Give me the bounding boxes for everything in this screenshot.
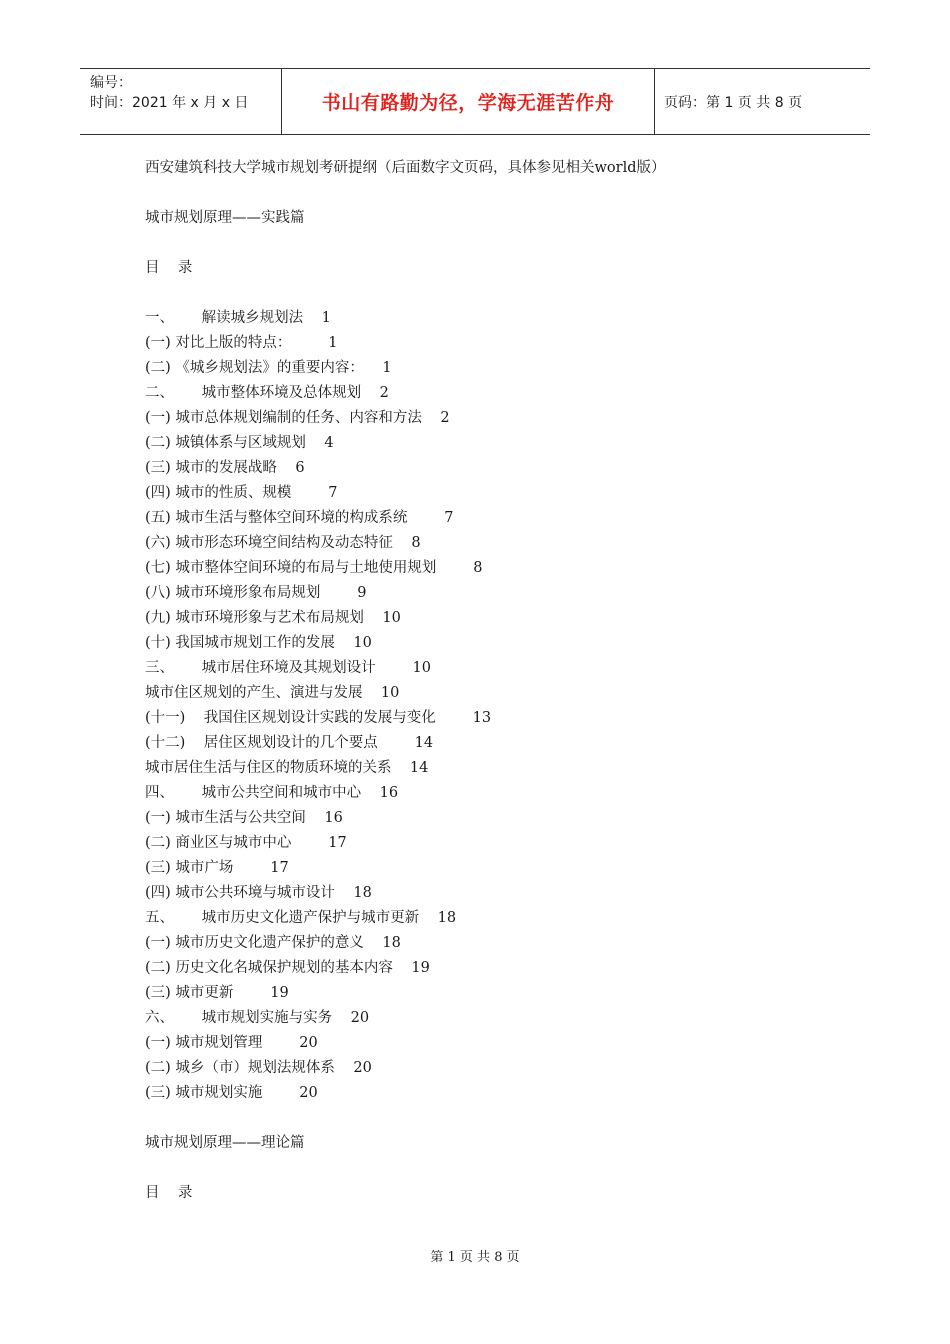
- footer-page-number: 第 1 页 共 8 页: [430, 1250, 520, 1265]
- section-title-theory: 城市规划原理——理论篇: [145, 1135, 305, 1151]
- toc-entry: 六、 城市规划实施与实务 20: [145, 1010, 370, 1026]
- toc-entry: (十二) 居住区规划设计的几个要点 14: [145, 735, 434, 751]
- document-body: [145, 156, 845, 1206]
- toc-entry: (一) 城市生活与公共空间 16: [145, 810, 343, 826]
- toc-entry: (三) 城市的发展战略 6: [145, 460, 305, 476]
- toc-entry: 四、 城市公共空间和城市中心 16: [145, 785, 399, 801]
- page-footer: [0, 1246, 950, 1265]
- table-of-contents: [145, 306, 845, 1106]
- toc-entry: (一) 城市总体规划编制的任务、内容和方法 2: [145, 410, 450, 426]
- toc-entry: (八) 城市环境形象布局规划 9: [145, 585, 367, 601]
- toc-entry: 城市居住生活与住区的物质环境的关系 14: [145, 760, 429, 776]
- header-motto: 书山有路勤为径，学海无涯苦作舟: [321, 92, 615, 114]
- toc-entry: (二) 历史文化名城保护规划的基本内容 19: [145, 960, 430, 976]
- toc-entry: (十一) 我国住区规划设计实践的发展与变化 13: [145, 710, 492, 726]
- toc-entry: (二) 城镇体系与区域规划 4: [145, 435, 334, 451]
- toc-entry: 二、 城市整体环境及总体规划 2: [145, 385, 389, 401]
- toc-entry: (五) 城市生活与整体空间环境的构成系统 7: [145, 510, 454, 526]
- toc-entry: 城市住区规划的产生、演进与发展 10: [145, 685, 400, 701]
- toc-entry: (九) 城市环境形象与艺术布局规划 10: [145, 610, 401, 626]
- toc-entry: (一) 城市历史文化遗产保护的意义 18: [145, 935, 401, 951]
- document-title: 西安建筑科技大学城市规划考研提纲（后面数字文页码，具体参见相关world版）: [145, 160, 666, 176]
- toc-entry: (二) 《城乡规划法》的重要内容： 1: [145, 360, 392, 376]
- toc-entry: 五、 城市历史文化遗产保护与城市更新 18: [145, 910, 457, 926]
- toc-heading: 目 录: [145, 260, 193, 276]
- section-title-practice: 城市规划原理——实践篇: [145, 210, 305, 226]
- doc-number-label: 编号：: [90, 75, 132, 91]
- toc-entry: 三、 城市居住环境及其规划设计 10: [145, 660, 431, 676]
- toc-entry: (三) 城市更新 19: [145, 985, 289, 1001]
- toc-entry: (二) 城乡（市）规划法规体系 20: [145, 1060, 372, 1076]
- toc-entry: (四) 城市公共环境与城市设计 18: [145, 885, 372, 901]
- toc-entry: 一、 解读城乡规划法 1: [145, 310, 331, 326]
- toc-entry: (十) 我国城市规划工作的发展 10: [145, 635, 372, 651]
- toc-heading-2: 目 录: [145, 1185, 193, 1201]
- header-page-number: 页码：第 1 页 共 8 页: [664, 94, 803, 111]
- toc-entry: (四) 城市的性质、规模 7: [145, 485, 338, 501]
- toc-entry: (一) 城市规划管理 20: [145, 1035, 318, 1051]
- toc-entry: (三) 城市广场 17: [145, 860, 289, 876]
- toc-entry: (一) 对比上版的特点： 1: [145, 335, 338, 351]
- doc-time-label: 时间：2021 年 x 月 x 日: [90, 95, 249, 111]
- toc-entry: (七) 城市整体空间环境的布局与土地使用规划 8: [145, 560, 483, 576]
- header-divider-right: [654, 69, 655, 134]
- toc-entry: (三) 城市规划实施 20: [145, 1085, 318, 1101]
- toc-entry: (六) 城市形态环境空间结构及动态特征 8: [145, 535, 421, 551]
- header-meta: [90, 73, 248, 113]
- page-header: [80, 68, 870, 135]
- toc-entry: (二) 商业区与城市中心 17: [145, 835, 347, 851]
